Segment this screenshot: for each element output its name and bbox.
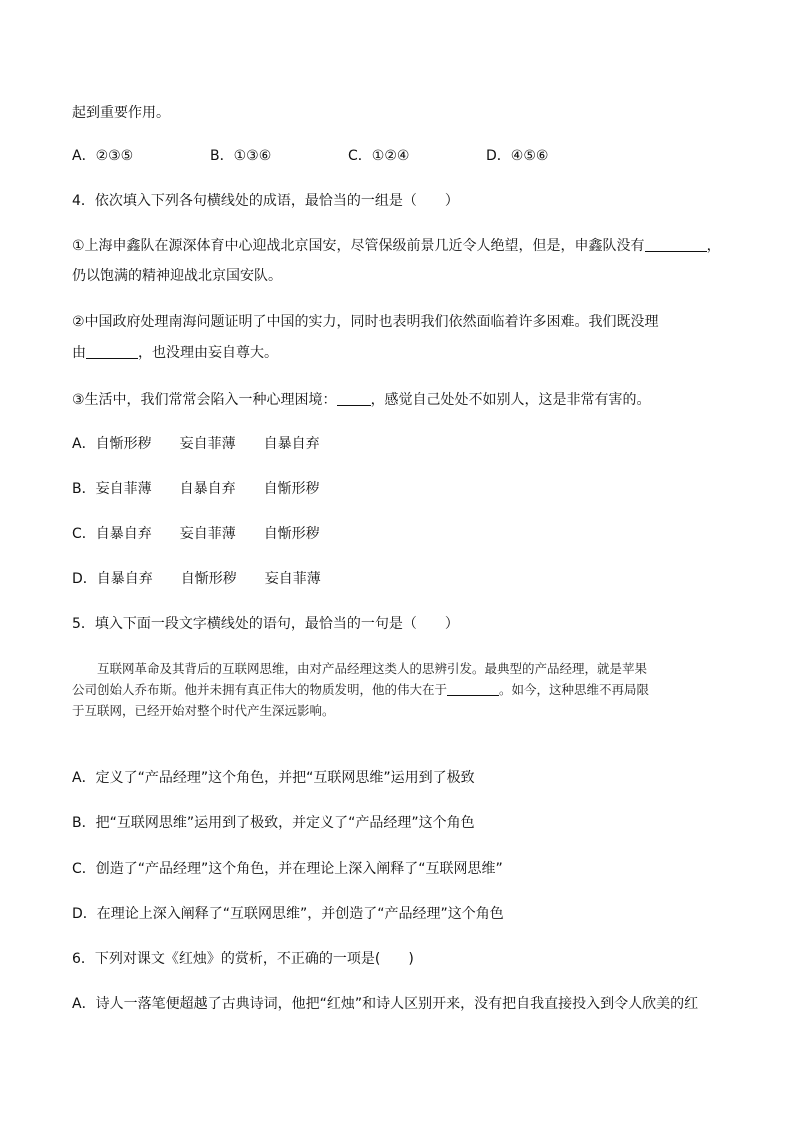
q4-sentence2-pre: 由	[72, 345, 86, 361]
q5-passage-line2	[72, 679, 724, 700]
q4-option-b: B．妄自菲薄 自暴自弃 自惭形秽	[72, 481, 320, 497]
q5-stem: 5．填入下面一段文字横线处的语句，最恰当的一句是（ ）	[72, 616, 459, 632]
q6-stem: 6．下列对课文《红烛》的赏析，不正确的一项是( )	[72, 951, 414, 967]
q4-sentence1-line1	[72, 236, 721, 256]
q5-option-c: C．创造了“产品经理”这个角色，并在理论上深入阐释了“互联网思维”	[72, 861, 503, 877]
q4-option-d: D．自暴自弃 自惭形秽 妄自菲薄	[72, 571, 321, 587]
q5-passage-line3: 于互联网，已经开始对整个时代产生深远影响。	[72, 703, 335, 718]
q3-options	[72, 146, 632, 166]
q3-option-c: C．①②④	[348, 148, 410, 164]
q4-sentence3-pre: ③生活中，我们常常会陷入一种心理困境：	[72, 392, 337, 408]
q4-sentence1-line2: 仍以饱满的精神迎战北京国安队。	[72, 268, 282, 284]
q4-sentence1-text: ①上海申鑫队在源深体育中心迎战北京国安，尽管保级前景几近令人绝望，但是，申鑫队没有	[72, 238, 645, 254]
q4-blank-2	[86, 344, 138, 359]
q4-option-a: A．自惭形秽 妄自菲薄 自暴自弃	[72, 436, 320, 452]
q5-passage-line1: 互联网革命及其背后的互联网思维，由对产品经理这类人的思辨引发。最典型的产品经理，就是苹果	[97, 661, 648, 676]
q6-option-a: A．诗人一落笔便超越了古典诗词，他把“红烛”和诗人区别开来，没有把自我直接投入到令人欣美的红	[72, 996, 699, 1012]
q4-sentence1-comma: ，	[706, 238, 721, 254]
intro-tail-text: 起到重要作用。	[72, 105, 170, 121]
q5-option-a: A．定义了“产品经理”这个角色，并把“互联网思维”运用到了极致	[72, 770, 475, 786]
q4-option-c: C．自暴自弃 妄自菲薄 自惭形秽	[72, 526, 320, 542]
q4-sentence3	[72, 390, 651, 410]
q5-option-d: D．在理论上深入阐释了“互联网思维”，并创造了“产品经理”这个角色	[72, 906, 504, 922]
q4-sentence2-line1: ②中国政府处理南海问题证明了中国的实力，同时也表明我们依然面临着许多困难。我们既没理	[72, 314, 659, 330]
q3-option-b: B．①③⑥	[210, 148, 272, 164]
q5-passage-post: 。如今，这种思维不再局限	[499, 682, 650, 697]
q4-sentence3-post: ，感觉自己处处不如别人，这是非常有害的。	[370, 392, 651, 408]
q4-blank-1	[645, 237, 707, 252]
q5-passage-pre: 公司创始人乔布斯。他并未拥有真正伟大的物质发明，他的伟大在于	[72, 682, 448, 697]
q5-option-b: B．把“互联网思维”运用到了极致，并定义了“产品经理”这个角色	[72, 815, 475, 831]
q4-blank-3	[337, 391, 371, 406]
q5-passage	[72, 658, 724, 721]
q4-sentence2-line2	[72, 343, 278, 363]
q4-sentence2-post: ，也没理由妄自尊大。	[138, 345, 278, 361]
q3-option-a: A．②③⑤	[72, 148, 134, 164]
q5-blank	[447, 681, 499, 696]
q3-option-d: D．④⑤⑥	[486, 148, 549, 164]
q4-stem: 4．依次填入下列各句横线处的成语，最恰当的一组是（ ）	[72, 193, 459, 209]
